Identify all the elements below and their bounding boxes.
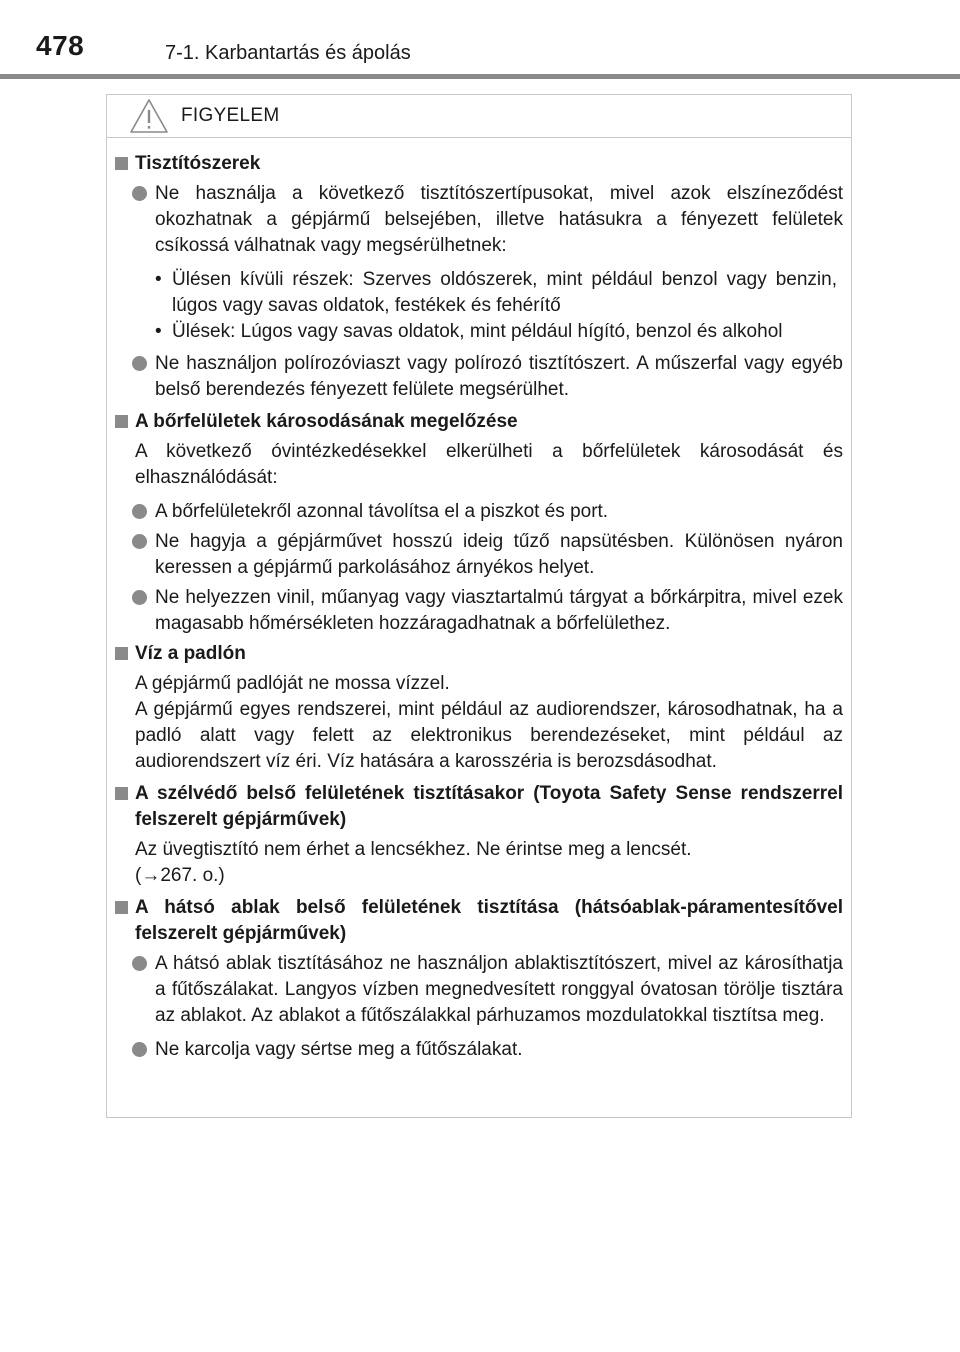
warning-content — [107, 151, 851, 1063]
warning-title: FIGYELEM — [181, 105, 280, 126]
circle-bullet-icon — [132, 956, 147, 971]
list-item: Ne karcolja vagy sértse meg a fűtőszálakat. — [135, 1037, 843, 1063]
square-bullet-icon — [115, 415, 128, 428]
page-reference: (→267. o.) — [135, 865, 225, 886]
warning-header — [107, 95, 851, 138]
chapter-title: 7-1. Karbantartás és ápolás — [165, 42, 411, 64]
square-bullet-icon — [115, 787, 128, 800]
section-title: Tisztítószerek — [135, 151, 843, 177]
section-water-floor — [107, 641, 851, 775]
section-leather — [107, 409, 851, 637]
header-divider — [0, 74, 960, 79]
page-header — [0, 0, 960, 80]
square-bullet-icon — [115, 157, 128, 170]
circle-bullet-icon — [132, 504, 147, 519]
paragraph: Az üvegtisztító nem érhet a lencsékhez. Ne érintse meg a lencsét. — [135, 839, 692, 860]
sub-list-item: • Ülésen kívüli részek: Szerves oldószerek, mint például benzol vagy benzin, lúgos vagy savas oldatok, festékek és fehérítő — [155, 269, 837, 316]
section-rear-window — [107, 895, 851, 1063]
circle-bullet-icon — [132, 534, 147, 549]
warning-box — [106, 94, 852, 1118]
list-item: A bőrfelületekről azonnal távolítsa el a piszkot és port. — [135, 499, 843, 525]
circle-bullet-icon — [132, 356, 147, 371]
warning-triangle-icon — [129, 98, 169, 134]
square-bullet-icon — [115, 901, 128, 914]
list-item: Ne hagyja a gépjárművet hosszú ideig tűző napsütésben. Különösen nyáron keressen a gépjármű parkolásához árnyékos helyet. — [135, 529, 843, 581]
list-item: Ne helyezzen vinil, műanyag vagy viasztartalmú tárgyat a bőrkárpitra, mivel ezek magasabb hőmérsékleten hozzáragadhatnak a bőrfelülethez. — [135, 585, 843, 637]
page-number: 478 — [36, 30, 85, 61]
square-bullet-icon — [115, 647, 128, 660]
circle-bullet-icon — [132, 590, 147, 605]
list-item: Ne használja a következő tisztítószertípusokat, mivel azok elszíneződést okozhatnak a gépjármű belsejében, illetve hatásukra a fényezett felületek csíkossá válhatnak vagy megsérülhetnek: — [135, 181, 843, 259]
section-title: A szélvédő belső felületének tisztításakor (Toyota Safety Sense rendszerrel felszerelt gépjárművek) — [135, 781, 843, 833]
circle-bullet-icon — [132, 1042, 147, 1057]
section-title: Víz a padlón — [135, 641, 843, 667]
circle-bullet-icon — [132, 186, 147, 201]
section-title: A hátsó ablak belső felületének tisztítása (hátsóablak-páramentesítővel felszerelt gépjárművek) — [135, 895, 843, 947]
list-item: A hátsó ablak tisztításához ne használjon ablaktisztítószert, mivel az károsíthatja a fűtőszálakat. Langyos vízben megnedvesített ronggyal óvatosan törölje tisztára az ablakot. Az ablakot a fűtőszálakkal párhuzamos mozdulatokkal tisztítsa meg. — [135, 951, 843, 1029]
section-windshield — [107, 781, 851, 889]
section-cleaning-agents — [107, 151, 851, 403]
paragraph: A következő óvintézkedésekkel elkerülheti a bőrfelületek károsodását és elhasználódását: — [135, 441, 843, 488]
paragraph: A gépjármű egyes rendszerei, mint például az audiorendszer, károsodhatnak, ha a padló alatt vagy felett az elektronikus berendezéseket, mint például az audiorendszert víz éri. Víz hatására a karosszéria is berozsdásodhat. — [135, 699, 843, 772]
section-title: A bőrfelületek károsodásának megelőzése — [135, 409, 843, 435]
sub-list-item: • Ülések: Lúgos vagy savas oldatok, mint például hígító, benzol és alkohol — [155, 321, 783, 342]
list-item: Ne használjon polírozóviaszt vagy polírozó tisztítószert. A műszerfal vagy egyéb belső berendezés fényezett felülete megsérülhet. — [135, 351, 843, 403]
paragraph: A gépjármű padlóját ne mossa vízzel. — [135, 673, 450, 694]
